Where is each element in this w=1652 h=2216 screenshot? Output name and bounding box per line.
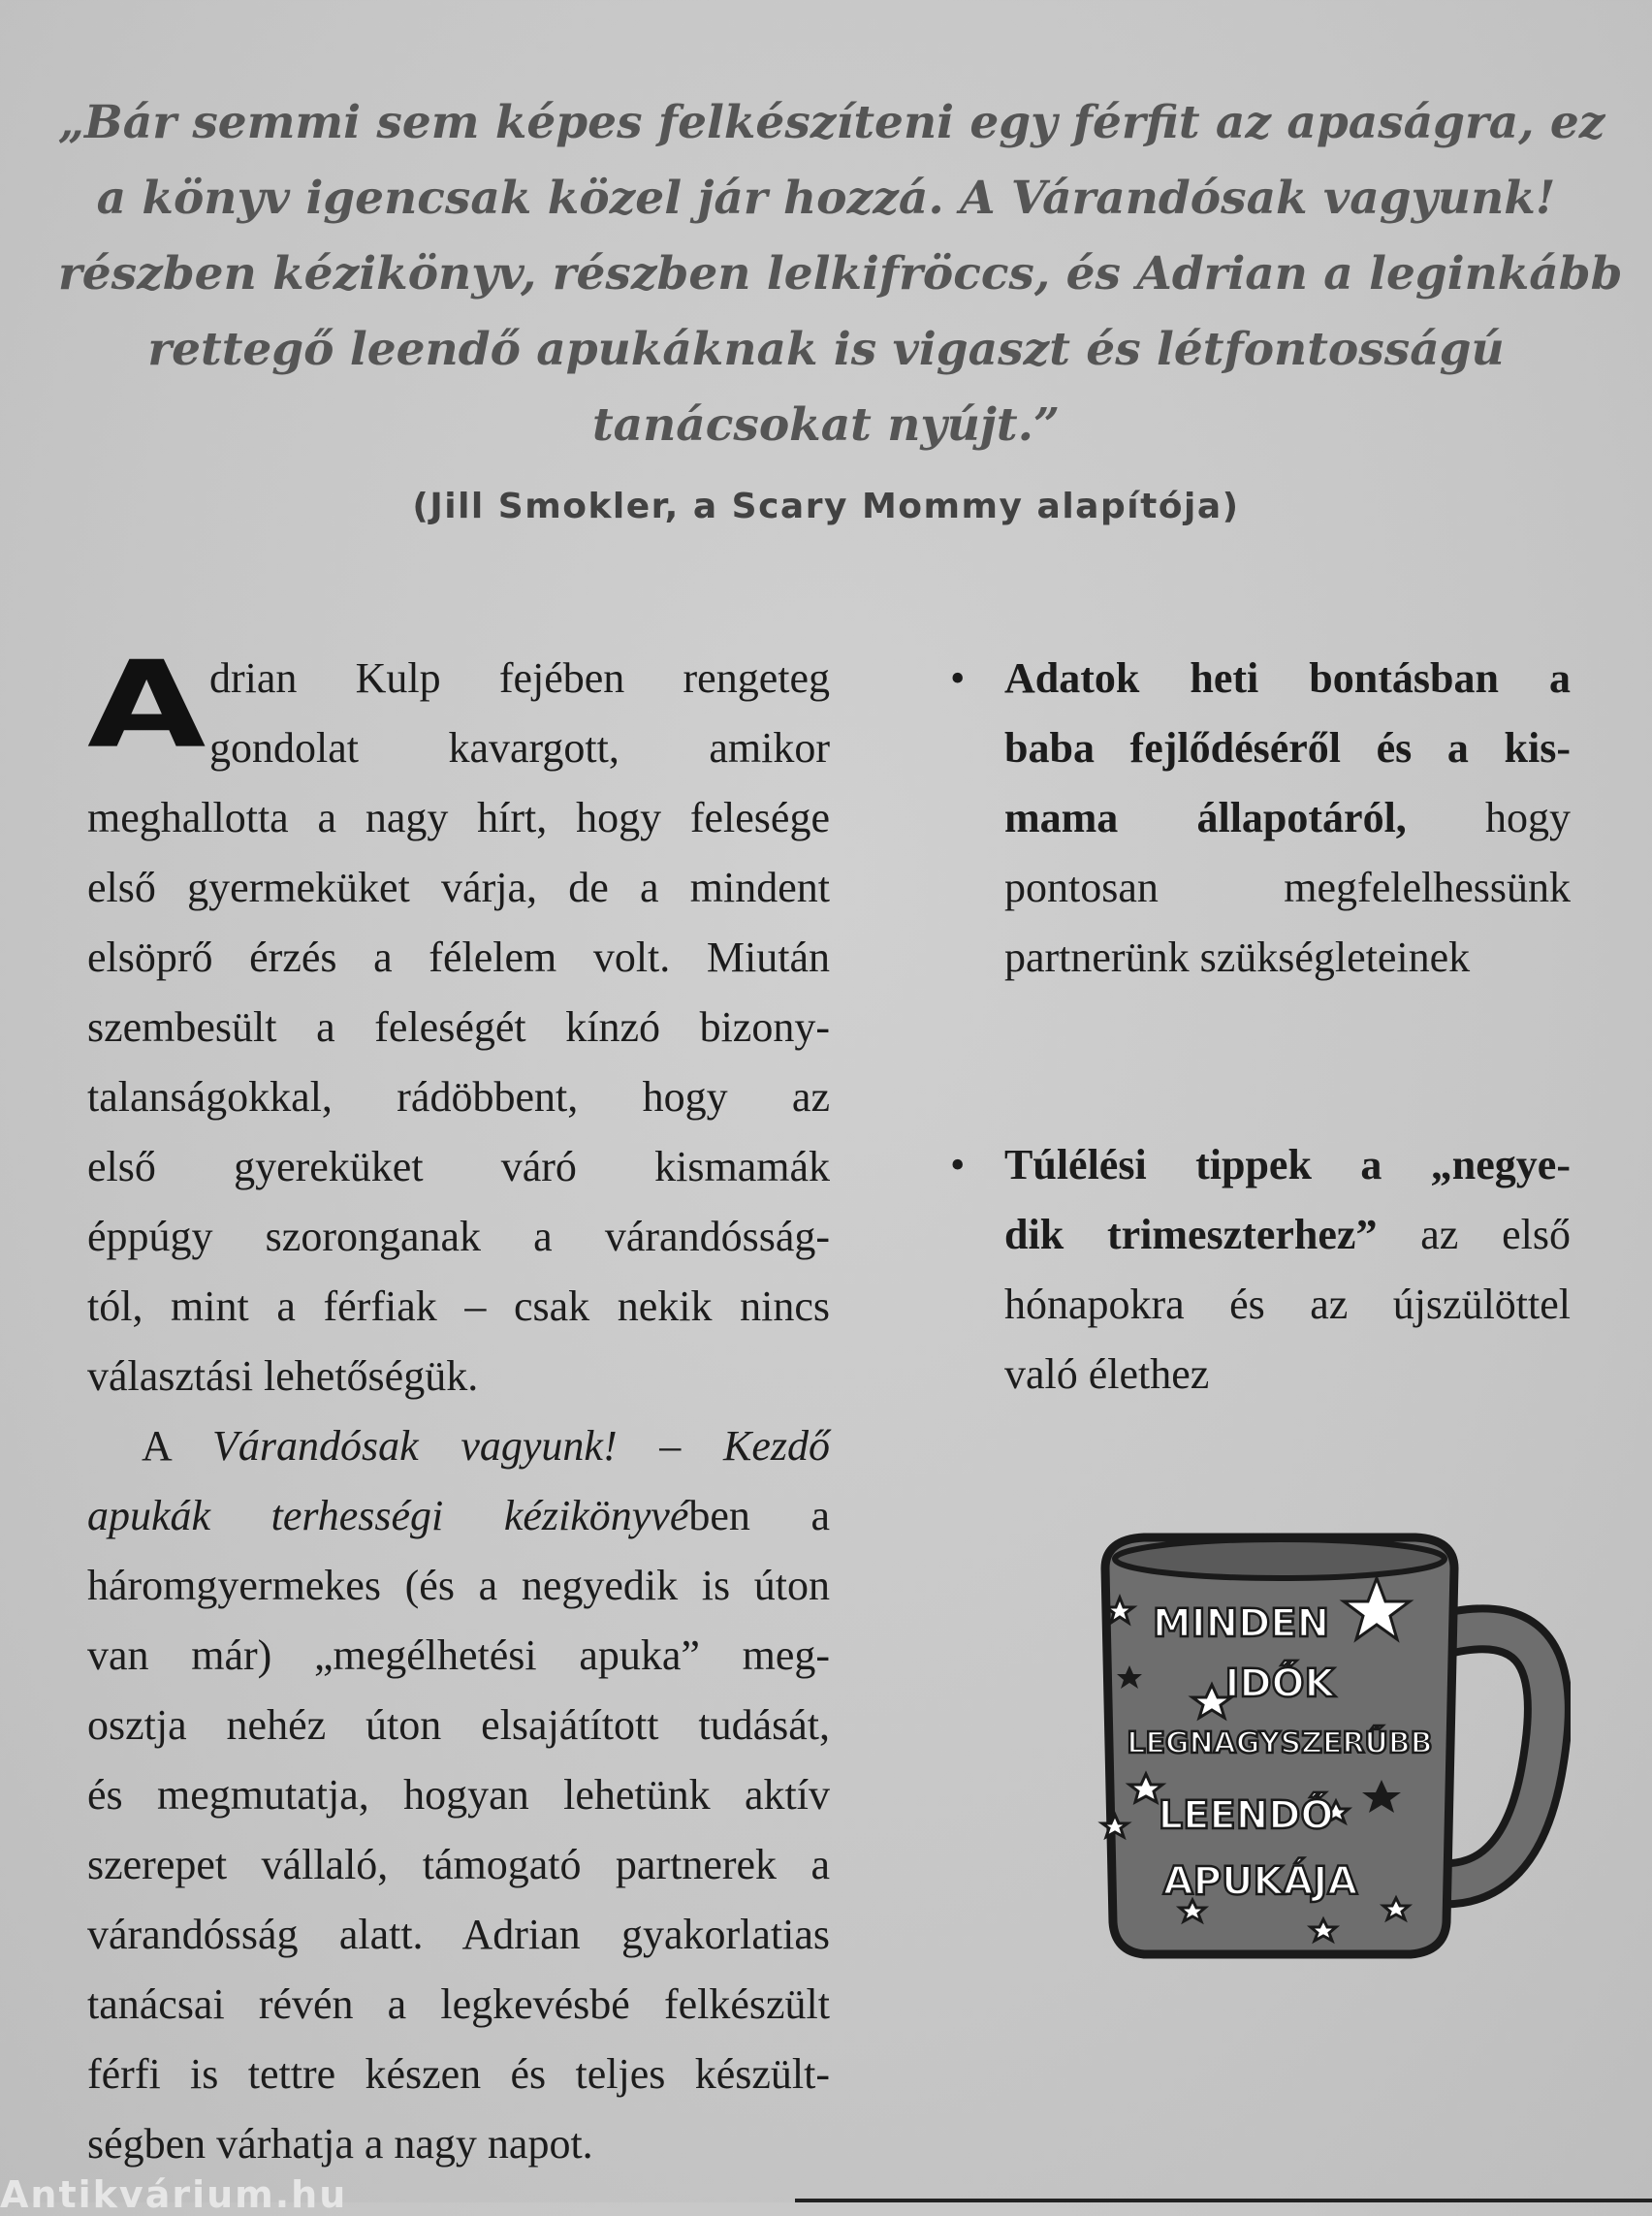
mug-rim <box>1115 1539 1445 1578</box>
mug-line: IDŐK <box>1224 1662 1335 1706</box>
body-line: elsöprő érzés a félelem volt. Miután <box>87 934 830 981</box>
body-line <box>87 1411 830 1481</box>
body-line: szerepet vállaló, támogató partnerek a <box>87 1841 830 1888</box>
list-item <box>950 1130 1571 1409</box>
quote-line: „Bár semmi sem képes felkészíteni egy férfit az apaságra, ez <box>58 96 1605 149</box>
body-line: osztja nehéz úton elsajátított tudását, <box>87 1701 830 1749</box>
divider <box>795 2199 1652 2202</box>
bullet-line: pontosan megfelelhessünk <box>1004 864 1571 911</box>
bullet-line: partnerünk szükségleteinek <box>1004 934 1471 981</box>
body-line: választási lehetőségük. <box>87 1352 479 1400</box>
drop-cap: A <box>87 635 206 776</box>
body-line: éppúgy szoronganak a várandósság- <box>87 1213 830 1260</box>
body-line: drian Kulp fejében rengeteg <box>209 654 830 702</box>
body-line: első gyereküket váró kismamák <box>87 1143 830 1190</box>
bullet-line: való élethez <box>1004 1350 1210 1398</box>
body-line: meghallotta a nagy hírt, hogy felesége <box>87 794 830 841</box>
quote-line: részben kézikönyv, részben lelkifröccs, és Adrian a leginkább <box>58 247 1623 301</box>
body-line <box>87 1481 830 1551</box>
quote-line: tanácsokat nyújt.” <box>591 398 1061 452</box>
blurb-quote <box>58 85 1623 463</box>
mug-illustration <box>1086 1520 1571 1976</box>
body-line: várandósság alatt. Adrian gyakorlatias <box>87 1911 830 1958</box>
book-title-italic: Várandósak vagyunk! – Kezdő <box>212 1422 830 1470</box>
watermark: Antikvárium.hu <box>0 2173 348 2216</box>
body-line: tól, mint a férfiak – csak nekik nincs <box>87 1282 830 1330</box>
mug-line: LEGNAGYSZERŰBB <box>1127 1726 1433 1760</box>
bullet-text: az első <box>1377 1211 1571 1258</box>
quote-line: a könyv igencsak közel jár hozzá. A Várandósak vagyunk! <box>96 172 1556 225</box>
body-line: férfi is tettre készen és teljes készült- <box>87 2050 830 2098</box>
bullet-line: Túlélési tippek a „negye- <box>1004 1141 1571 1188</box>
quote-attribution: (Jill Smokler, a Scary Mommy alapítója) <box>412 487 1240 526</box>
list-item <box>950 644 1571 993</box>
body-line: szembesült a feleségét kínzó bizony- <box>87 1003 830 1051</box>
quote-line: rettegő leendő apukáknak is vigaszt és létfontosságú <box>147 323 1505 376</box>
mug-line: APUKÁJA <box>1162 1859 1358 1904</box>
bullet-bold: dik trimeszterhez” <box>1004 1211 1378 1258</box>
body-text: A <box>142 1422 213 1470</box>
bullet-line: Adatok heti bontásban a <box>1004 654 1571 702</box>
mug-line: MINDEN <box>1152 1601 1330 1646</box>
body-line: és megmutatja, hogyan lehetünk aktív <box>87 1771 830 1819</box>
bullet-line <box>1004 1200 1571 1270</box>
body-line: első gyermeküket várja, de a mindent <box>87 864 830 911</box>
body-line: ségben várhatja a nagy napot. <box>87 2120 593 2168</box>
bullet-dot: • <box>950 654 966 702</box>
body-line: gondolat kavargott, amikor <box>209 724 830 772</box>
bullet-text: hogy <box>1406 794 1571 841</box>
body-line: tanácsai révén a legkevésbé felkészült <box>87 1980 830 2028</box>
description-column <box>87 635 830 2179</box>
body-line: háromgyermekes (és a negyedik is úton <box>87 1562 830 1609</box>
body-line: van már) „megélhetési apuka” meg- <box>87 1631 830 1679</box>
body-text: ben a <box>688 1492 830 1539</box>
bullet-line: hónapokra és az újszülöttel <box>1004 1281 1571 1328</box>
body-line: talanságokkal, rádöbbent, hogy az <box>87 1073 830 1121</box>
mug-line: LEENDŐ <box>1158 1793 1334 1838</box>
bullet-line <box>1004 783 1571 853</box>
bullet-line: baba fejlődéséről és a kis- <box>1004 724 1571 772</box>
bullet-bold: mama állapotáról, <box>1004 794 1407 841</box>
book-title-italic: apukák terhességi kézikönyvé <box>87 1492 689 1539</box>
bullet-dot: • <box>950 1141 966 1188</box>
feature-list <box>950 644 1571 1409</box>
